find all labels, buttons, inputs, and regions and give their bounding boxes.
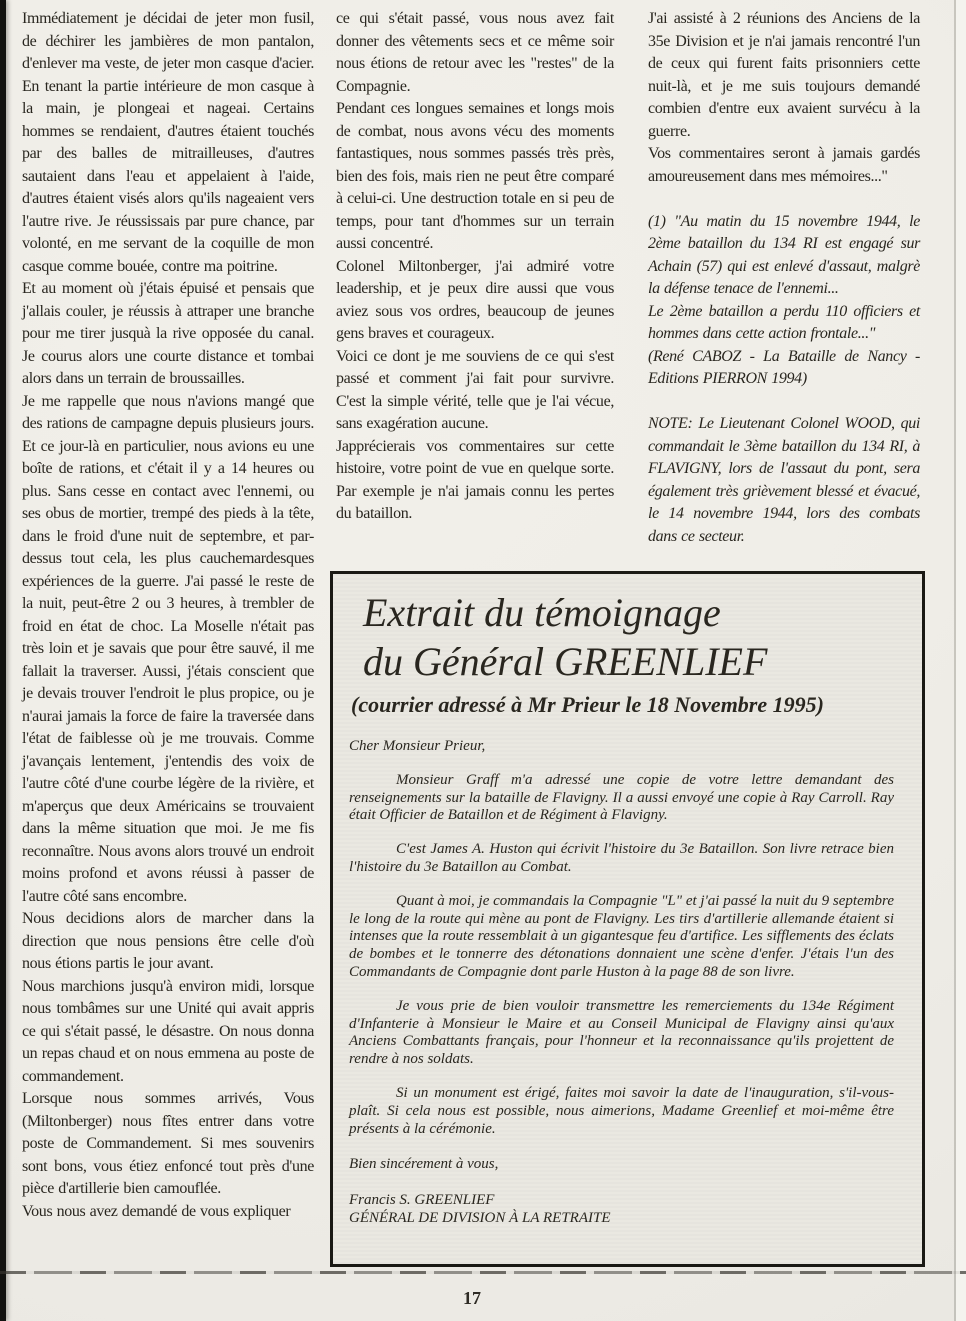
scan-edge-right-line [954, 0, 956, 1321]
paragraph: Immédiatement je décidai de jeter mon fusil, de déchirer les jambières de mon pantalon, d'enlever ma veste, de jeter mon casque d'acier. En tenant la partie intérieure de mon casque à la main, je plongeai et nageai. Certains hommes se rendaient, d'autres étaient touchés par des balles de mitrailleuses, d'autres sautaient dans l'eau et appelaient à l'aide, d'autres étaient visés alors qu'ils nageaient vers l'autre rive. Je réussissais par pure chance, par volonté, en me servant de la coquille de mon casque comme bouée, contre ma poitrine. [22, 10, 314, 275]
letter-paragraph: Quant à moi, je commandais la Compagnie "L" et j'ai passé la nuit du 9 septembre le long de la route qui mène au pont de Flavigny. Les tirs d'artillerie allemande étaient si intenses que la route ressemblait à un gigantesque feu d'artifice. Les sifflements des éclats de bombes et le tonnerre des détonations donnaient une scène d'enfer. J'étais l'un des Commandants de Compagnie dont parle Huston à la page 88 de son livre. [349, 892, 894, 980]
box-title-line2: du Général GREENLIEF [363, 639, 768, 684]
box-title-line1: Extrait du témoignage [363, 590, 721, 635]
letter-paragraph: C'est James A. Huston qui écrivit l'histoire du 3e Bataillon. Son livre retrace bien l'histoire du 3e Bataillon au Combat. [349, 841, 894, 875]
paragraph: Et au moment où j'étais épuisé et pensais que j'allais couler, je réussis à attraper une branche pour me tirer jusquà la rive opposée du canal. Je courus alors une courte distance et tombai alors dans un terrain de broussailles. [22, 280, 314, 387]
signature-name: Francis S. GREENLIEF [349, 1192, 495, 1209]
citation-block [648, 211, 920, 391]
citation-paragraph: (1) "Au matin du 15 novembre 1944, le 2ème bataillon du 134 RI est engagé sur Achain (57) qui est enlevé d'assaut, malgrè la défense tenace de l'ennemi... [648, 212, 920, 297]
note-block [648, 413, 920, 548]
letter-text [349, 738, 894, 1228]
column-middle [336, 8, 614, 526]
paragraph: J'ai assisté à 2 réunions des Anciens de la 35e Division et je n'ai jamais rencontré l'un de ceux qui furent faits prisonniers cette nuit-là, et je me suis toujours demandé combien d'entre eux avaient survécu à la guerre. [648, 10, 920, 140]
scan-edge-bottom-line [0, 1271, 966, 1274]
page-number: 17 [463, 1288, 481, 1308]
column-left [22, 8, 314, 1223]
signature-title: GÉNÉRAL DE DIVISION À LA RETRAITE [349, 1209, 611, 1226]
paragraph: ce qui s'était passé, vous nous avez fait donner des vêtements secs et ce même soir nous étions de retour avec les "restes" de la Compagnie. [336, 10, 614, 95]
paragraph: Voici ce dont je me souviens de ce qui s'est passé et comment j'ai fait pour survivre. C'est la simple vérité, telle que je l'ai vécue, sans exagération aucune. [336, 347, 614, 432]
column-right [648, 8, 920, 548]
citation-paragraph: Le 2ème bataillon a perdu 110 officiers et hommes dans cette action frontale..." [648, 302, 920, 342]
letter-paragraph: Monsieur Graff m'a adressé une copie de votre lettre demandant des renseignements sur la bataille de Flavigny. Il a aussi envoyé une copie à Ray Carroll. Ray était Officier de Bataillon et de Régiment à Flavigny. [349, 771, 894, 824]
paragraph: Japprécierais vos commentaires sur cette histoire, votre point de vue en quelque sorte. Par exemple je n'ai jamais connu les pertes du bataillon. [336, 437, 614, 522]
paragraph: Nous marchions jusqu'à environ midi, lorsque nous tombâmes sur une Unité qui avait appris ce qui s'était passé, le désastre. On nous donna un repas chaud et on nous emmena au poste de commandement. [22, 977, 314, 1085]
letter-closing: Bien sincérement à vous, [349, 1156, 499, 1173]
paragraph: Je me rappelle que nous n'avions mangé que des rations de campagne depuis plusieurs jours. Et ce jour-là en particulier, nous avions eu une boîte de rations, et c'était il y a 14 heures ou plus. Sans cesse en contact avec l'ennemi, ou ses obus de mortier, trempé des pieds à la tête, dans le froid d'une nuit de septembre, et par-dessus tout cela, les plus cauchemardesques expériences de la guerre. J'ai passé le reste de la nuit, peut-être 2 ou 3 heures, à trembler de froid en état de choc. La Moselle n'était pas très loin et je savais que pour être sauvé, il me fallait la traverser. Aussi, j'étais conscient que je devais trouver l'endroit le plus propice, ou je n'aurai jamais la force de faire la traversée dans l'état de faiblesse où je me trouvais. Comme j'avançais lentement, j'entendis des voix de l'autre côté d'une courbe légère de la rivière, et m'aperçus que deux Américains se trouvaient dans la même situation que moi. Je me fis reconnaître. Nous avons alors trouvé un endroit moins profond et avons réussi à passer de l'autre côté sans encombre. [22, 392, 314, 905]
paragraph: Vous nous avez demandé de vous expliquer [22, 1202, 291, 1220]
letter-body [349, 772, 894, 1139]
paragraph: Nous decidions alors de marcher dans la direction que nous pensions être celle d'où nous étions partis le jour avant. [22, 910, 314, 972]
box-title [363, 588, 894, 686]
paragraph: Pendant ces longues semaines et longs mois de combat, nous avons vécu des moments fantastiques, nous sommes passés très près, bien des fois, mais rien ne peut être comparé à celui-ci. Une destruction totale en si peu de temps, pour tant d'hommes sur un terrain aussi concentré. [336, 100, 614, 252]
note-paragraph: NOTE: Le Lieutenant Colonel WOOD, qui commandait le 3ème bataillon du 134 RI, à FLAVIGNY, lors de l'assaut du pont, sera également très grièvement blessé et évacué, le 14 novembre 1944, lors des combats dans ce secteur. [648, 415, 920, 545]
letter-paragraph: Je vous prie de bien vouloir transmettre les remerciements du 134e Régiment d'Infanterie à Monsieur le Maire et au Conseil Municipal de Flavigny ainsi qu'aux Anciens Combattants français, pour l'honneur et la reconnaissance qu'ils projettent de rendre à nos soldats. [349, 997, 894, 1068]
letter-salutation: Cher Monsieur Prieur, [349, 738, 486, 754]
letter-paragraph: Si un monument est érigé, faites moi savoir la date de l'inauguration, s'il-vous-plaît. Si cela nous est possible, nous aimerions, Madame Greenlief et moi-même être présents à la cérémonie. [349, 1084, 894, 1137]
paragraph: Colonel Miltonberger, j'ai admiré votre leadership, et je peux dire aussi que vous aviez sous vos ordres, beaucoup de jeunes gens braves et courageux. [336, 257, 614, 342]
column-right-paragraphs [648, 8, 920, 188]
citation-paragraph: (René CABOZ - La Bataille de Nancy - Editions PIERRON 1994) [648, 347, 920, 387]
paragraph: Vos commentaires seront à jamais gardés amoureusement dans mes mémoires..." [648, 145, 920, 185]
scan-edge-right-strip [956, 0, 966, 1321]
scan-edge-left-bar [0, 0, 6, 1321]
box-subtitle: (courrier adressé à Mr Prieur le 18 Novembre 1995) [351, 692, 824, 717]
testimony-letter-box [330, 571, 925, 1267]
paragraph: Lorsque nous sommes arrivés, Vous (Miltonberger) nous fîtes entrer dans votre poste de Commandement. Si mes souvenirs sont bons, vous étiez enfoncé tout près d'une pièce d'artillerie bien camouflée. [22, 1090, 314, 1197]
